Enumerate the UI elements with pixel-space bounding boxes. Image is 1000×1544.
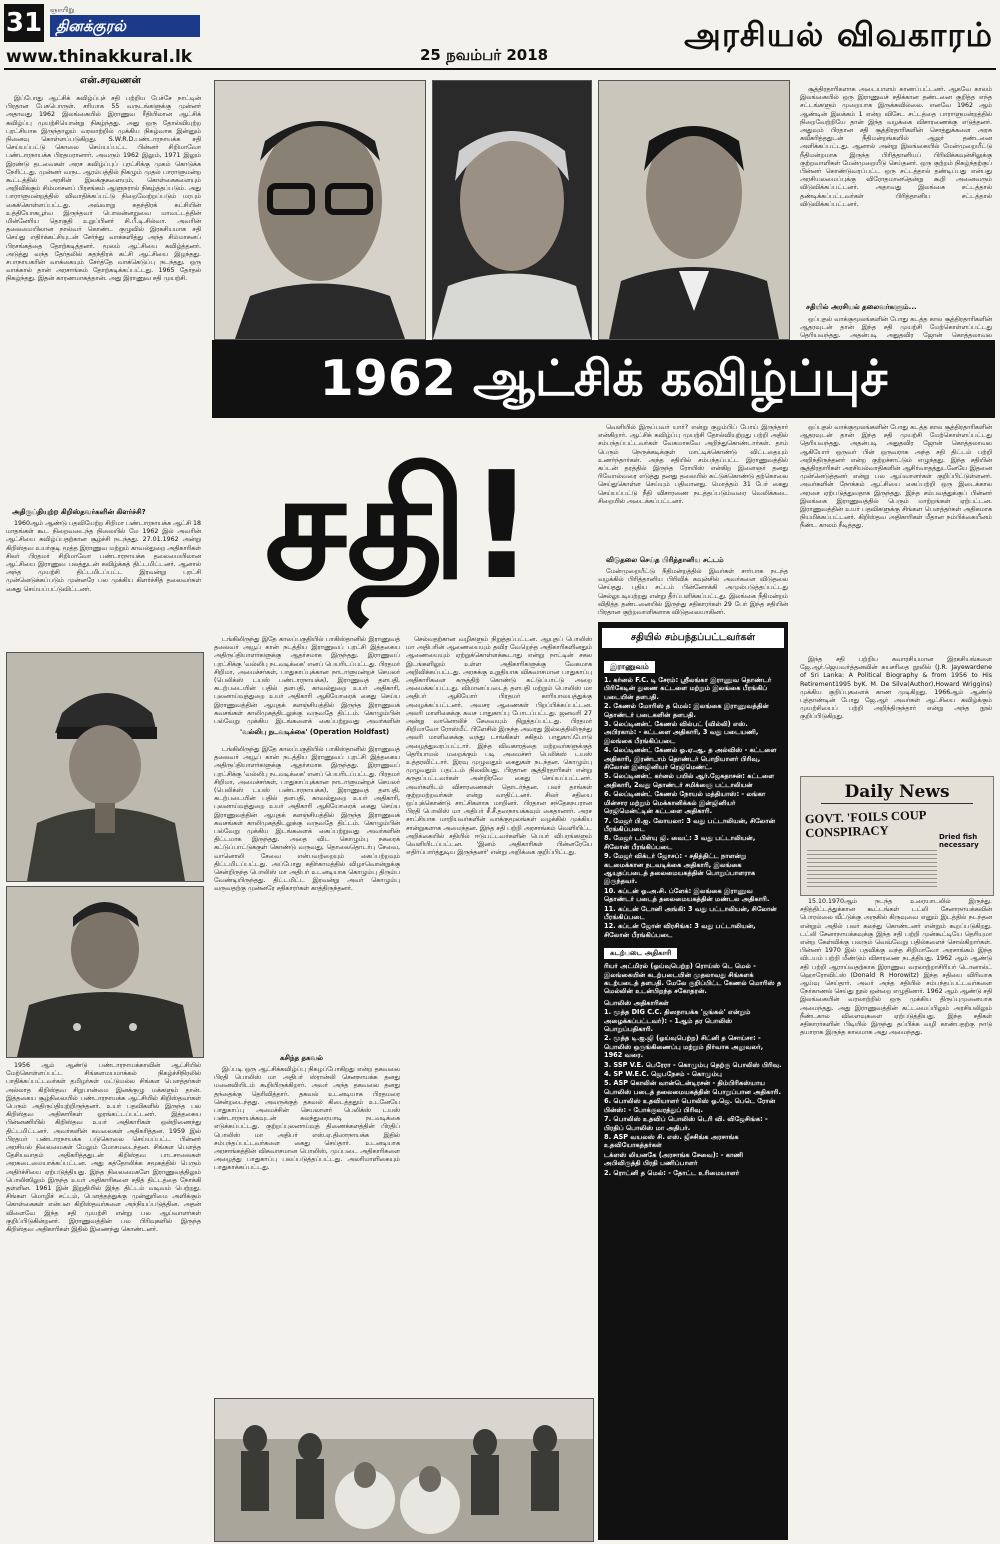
paper-tag: ஞாயிறு (50, 6, 75, 14)
headline-bar: 1962 ஆட்சிக் கவிழ்ப்புச் (212, 340, 995, 418)
subhead-political-leaders: சதியில் அரசியல் தலைவர்களும்... (806, 303, 917, 311)
box-title: சதியில் சம்பந்தப்பட்டவர்கள் (602, 628, 784, 648)
column4-top-text: சூத்திரதாரிகளாக அடையாளம் காணப்பட்டனர். ஆகவே காலம் இலங்கையில் ஒரு இராணுவச் சதிக்கான தண்டனை குறித்த எந்த சட்டங்களும் முறையாக இருக்கவில்லை. எனவே 1962 ஆம் ஆண்டின் இலக்கம் 1 என்ற விசேட சட்டத்தை பாராளுமன்றத்தில் நிறைவேற்றியே தான் இந்த வழக்கை விசாரணைக்கு எடுத்தனர். அதுவும் பிரதான சதி சூத்திரதாரிகளின் சொத்துக்களை அரசு கவீகரித்ததுடன் நீதிமன்றங்களில் ஆஜர் தண்டனை அளிக்கப்பட்டது. ஆனால் அன்று இலங்கையில் மேன்முறையீட்டு நீதிமன்றமாக இருந்த பிரித்தானியப் பிரிவிக்கவுன்சிலுக்கு குற்றவாளிகள் மேன்முறையீடு செய்தனர். ஒரு குற்றம் நிகழ்ந்தற்குப் பின்னர் கொண்டுவரப்பட்ட ஒரு சட்டத்தால் தண்டிப்பது என்பது அரசியலமைப்புக்கு விரோதமானதென்று கூறி அனைவரும் விடுவிக்கப்பட்டனர். அதாவது இலங்கை சட்டத்தால் தண்டிக்கப்பட்டவர்கள் பிரித்தானிய சட்டத்தால் விடுவிக்கப்பட்டனர். (800, 86, 992, 208)
army-officer-entry: 11. கப்டன் டோனி அங்கி: 3 வது பட்டாலியன், சிலோன் பீரங்கிப்படை (604, 904, 777, 921)
masthead-rule (4, 68, 996, 70)
army-officer-entry: 5. லெப்டினன்ட் கர்னல் பயில் ஆர்.ஜேசுதாசன்: கட்டளை அதிகாரி, 2வது தொண்டர் சமிக்ஞை பட்டாலியன் (604, 772, 775, 789)
column1-mid-text: 1960ஆம் ஆண்டு பதவியேற்ற சிறிமா பண்டாரநாயக்க ஆட்சி 18 மாதங்கள் கூட நிறைவடைந்த நிலையில் மே 1962 இல் அவரின் ஆட்சியை கவிழ்ப்பதற்கான சூழ்ச்சி நடந்தது. 27.01.1962 அன்று கிறிஸ்தவ உயர்குடி மூத்த இராணுவ மற்றும் காவல்துறை அதிகாரிகள் சிலர் பிரதமர் சிறிமாவோ பண்டாரநாயக்க தலைமையிலான ஆட்சியை இராணுவ பலத்துடன் கவிழ்க்கத் திட்டமிட்டனர். ஆனால் அந்த முயற்சி திட்டமிடப்பட்ட இரவன்று புரட்சி முன்னெடுக்கப்படும் முன்னரே பல முக்கிய கிளர்ச்சித் தலைவர்கள் கைது செய்யப்பட்டுவிட்டனர். (6, 520, 201, 593)
army-officer-entry: 2. கேணல் மோரிஸ் த மெல்: இலங்கை இராணுவத்தின் தொண்டர் படைகளின் தளபதி. (604, 702, 769, 719)
subhead-operation-holdfast: 'வல்லிபு நடவடிக்கை' (Operation Holdfast) (240, 728, 390, 736)
army-officer-entry: 9. மேஜர் விக்டர் ஜோசப்: - சதித்திட்ட நாளன்று கடமைக்கான நடவடிக்கை அதிகாரி, இலங்கை ஆயுதப்படைத் தலைமையகத்தின் பொறுப்பாளராக இருந்தவர். (604, 852, 756, 886)
army-officer-entry: 8. மேஜர் டபிள்யு ஜி. வைட்: 3 வது பட்டாலியன், சிலோன் பீரங்கிப்படை (604, 834, 756, 851)
box-navy-list (604, 962, 782, 996)
column2-text: டங்கிலிருந்து இதே காலப்பகுதியில் பாகிஸ்தானில் இராணுவத் தலைவர் அயூப் கான் நடத்திய இராணுவப் புரட்சி இத்தகைய அதிருப்தியாளர்களுக்கு ஆதர்சமாக இருந்தது. இராணுவப் புரட்சிக்கு 'வல்லிபு நடவடிக்கை' எனப் பெயரிடப்பட்டது. பிரதமர் சிறிமா, அமைச்சர்கள், பாதுகாப்புக்கான நாடாளுமன்றச் செயலர் (பெலிக்ஸ் டயஸ் பண்டாரநாயக்க), இராணுவத் தளபதி, கடற்படையின் பதில் தளபதி, காவல்துறை உயர் அதிகாரி, புலனாய்வுத்துறை உயர் அதிகாரி ஆகியோரைக் கைது செய்ய இராணுவத்தின் ஆயுதக் களஞ்சியத்தில் இருந்த இராணுவக் கவசங்கள் காலிமுகத்திடலுக்கு வருவதே திட்டம். கொழும்பின் பல்வேறு முக்கிய இடங்களைக் கைப்பற்றுவது அவர்களின் (214, 636, 400, 726)
subhead-christian-revolt: அதிருப்தியுற்ற கிறிஸ்தவர்களின் கிளர்ச்சி? (12, 508, 146, 516)
photo-officer-police (6, 886, 204, 1058)
column4-mid2-text: ஒப்புதல் வாக்குமூலங்களின் போது கடத்த கால சூத்திரதாரிகளின் ஆதரவுடன் தான் இந்த சதி முயற்சி மேற்கொள்ளப்பட்டது தெரியவந்தது. அதன்படி அதுதவிர ஜோன் கொத்தலாவல ஆகியோர் ஒருவர் பின் ஒருவராக அந்த சதி திட்டம் பற்றி அறிந்திருந்தனர் என்ற குற்றச்சாட்டும் எழுந்தது. இந்த சதியின் சூத்திரதாரிகள் அரசியல்வாதிகளின் ஆசிர்வாதத்துடனேயே இதனை முன்னெடுத்தனர் என்று பல ஆய்வாளர்கள் குறிப்பிட்டுள்ளனர். அவர்களின் நோக்கம் ஆட்சியை கைப்பற்றி ஒரு இடைக்கால அரசை ஏற்படுத்துவதாக இருந்தது. இந்த சம்பவத்துக்குப் பின்னர் இலங்கை இராணுவத்தில் பெரும் மாற்றங்கள் ஏற்பட்டன. இராணுவத்தின் உயர் பதவிகளுக்கு சிங்கள பௌத்தர்கள் அதிகமாக நியமிக்கப்பட்டனர். கிறிஸ்தவ அதிகாரிகள் மீதான நம்பிக்கையீனம் நீண்ட காலம் நீடித்தது. (800, 424, 992, 530)
police-officer-entry: 7. பொலிஸ் உதவிப் பொலிஸ் டெரி வி. விஜேசிங்க: - பிரதிப் பொலிஸ் மா அதிபர். (604, 1115, 768, 1132)
army-officer-entry: 7. மேஜர் பி.ஐ. லோயலா: 3 வது பட்டாலியன், சிலோன் பீரங்கிப்படை (604, 816, 776, 833)
police-officer-entry: 3. SSP V.E. பெரேரா - கொழும்பு தெற்கு பொலிஸ் பிரிவு. (604, 1060, 782, 1069)
box-navy-header: கடற்படை அதிகாரி (604, 948, 677, 959)
clip-masthead: Daily News (821, 781, 973, 804)
column3b-law-text: மேன்முறையீட்டு நீதிமன்றத்தில் இவர்கள் சார்பாக நடந்த வழக்கில் பிரித்தானிய பிரிவிக் கவுன்சில் அவர்களை விடுதலை செய்தது. புதிய சட்டம் பின்னோக்கி அமுல்படுத்தப்பட்டது செல்லுபடியற்றது என்று தீர்ப்பளிக்கப்பட்டது. இலங்கை நீதிமன்றம் விதித்த தண்டனையில் இருந்து சதிகாரர்கள் 29 பேர் இந்த சதியின் பிரதான குற்றவாளிகளாக விடுதலையாகினர். (598, 568, 788, 616)
army-officer-entry: 10. கப்டன் ஓ.அ.சி. ப்ளேக்: இலங்கை இராணுவ தொண்டர் படைத் தலைமையகத்தின் மண்டல அதிகாரி. (604, 886, 770, 904)
box-civil-2: 2. ரொட்னி த மெல்: - தோட்ட உரிமையாளர் (604, 1168, 740, 1177)
army-officer-entry: 3. லெப்டினன்ட் கேணல் வில்பட் (வில்லி) எஸ். அபிரகாம்: - கட்டளை அதிகாரி, 3 வது படையணி, இலங்கை பீரங்கிப்படை (604, 720, 759, 745)
page-number: 31 (4, 4, 44, 42)
byline: என்.சரவணன் (80, 75, 141, 86)
army-officer-entry: 1. கர்னல் F.C. டி சேரம்: ஸ்ரீலங்கா இராணுவ தொண்டர் பிரிகேடின் துணை கட்டளை மற்றும் இலங்கை பீரங்கிப் படையின் தளபதி. (604, 676, 772, 701)
box-police-list (604, 1008, 782, 1150)
photo-sirimavo (432, 80, 592, 340)
intro-text: இப்போது ஆட்சிக் கவிழ்ப்புச் சதி பற்றிய பேச்சே நாட்டின் பிரதான பேசுபொருள். சரியாக 55 வருடங்களுக்கு முன்னர் அதாவது 1962 இலங்கையில் இராணுவ ரீதியிலான ஆட்சிக் கவிழ்ப்பு முயற்சியொன்று நிகழ்ந்தது. அது ஒரு தோல்வியுற்ற புரட்சியாக இருந்தாலும் வரலாற்றில் முக்கிய நிகழ்வாக இன்னும் நினைவு கொள்ளப்படுகிறது. S.W.R.D.பண்டாரநாயக்க சதி செய்யப்பட்டு கொலை செய்யப்பட்ட பின்னர் சிறிமாவோ பண்டாரநாயக்க பிரதமரானார். அவரும் 1962 இலும், 1971 இலும் இரண்டு தடவைகள் அரச கவிழ்ப்புப் புரட்சிக்கு முகம் கொடுக்க நேரிட்டது. முன்னர் வருட ஆரம்பத்தில் நிகழும் முதல் பாராளுமன்ற கூட்டத்தில் அரசின் இலக்குகளையும், கொள்கைகளையும் அறிவிக்கும் சிம்மாசனப் பிரசங்கம் ஆளுநரால் நிகழ்த்தப்படும். அது பாராளுமன்றத்தில் விவாதிக்கப்பட்டு நிறைவேற்றப்படும் மரபும் கைக்கொள்ளப்பட்டது. அவ்வாறு சுதந்திரக் கட்சியின் உத்தியோகபூர்வ இருந்தவர் பொலன்னறுவை மாவட்டத்தின் மின்னேரிய தொகுதி உறுப்பினர் சி.பீ.டி.சில்வா. அவரின் தலைமையிலான நால்வர் கொண்ட குழுவில் இரகசியமாக சதி செய்து எதிர்க்கட்சியுடன் சேர்ந்து வாக்களித்து அந்த சிம்மாசனப் பிரசங்கத்தை தோற்கடித்தனர். மூலம் ஆட்சியை கவிழ்த்தனர். அடுத்து வந்த தேர்தலில் சுதந்திரக் கட்சி ஆட்சியை இழந்தது. சபாநாயகரின் வாக்கையும் சேர்த்தே வாக்கெடுப்பு நடந்தது. ஒரு வாக்கால் தான் அரசாங்கம் தோற்கடிக்கப்பட்டது. 1965 தேர்தல் நிகழ்ந்தது. இதன் காரணமாகத்தான். அது இராணுவ சதி முயற்சி. (6, 95, 201, 283)
navy-officer-entry: ரியர் அட்மிரல் (ஓய்வுபெற்ற) ரொய்ஸ் டெ மெல் - இலங்கையின் கடற்படையின் முதலாவது சிங்களக் கடற்படைத் தளபதி. மேலே குறிப்பிட்ட கேணல் மொரிஸ் த மெல்லின் உடன்பிறந்த சகோதரன். (604, 962, 782, 996)
photo-group-women (214, 1398, 594, 1542)
police-officer-entry: 5. ASP கொலின் வான்டென்டிரசன் - திம்பிரிகஸ்யாய பொலிஸ் படைத் தலைமையகத்தின் பொறுப்பான அதிகாரி. (604, 1079, 781, 1096)
box-civil-1: டக்ளஸ் லியனகே (அரசாங்க சேவை): - காணி அபிவிருத்தி பிரதி பணிப்பாளர் (604, 1150, 744, 1168)
photo-politician-glasses (214, 80, 426, 340)
police-officer-entry: 4. SP W.E.C. ஜெபநேசம் - கொழும்பு (604, 1070, 722, 1079)
photo-officer-army (6, 652, 204, 882)
column2-leak-text: இப்படி ஒரு ஆட்சிக்கவிழ்ப்பு நிகழப்போகிறது என்ற தகவலை பிரதி பொலிஸ் மா அதிபர் ஸ்ரான்லி செனநாயக்க தனது மனைவியிடம் கூறியிருக்கிறார். அவர் அந்த தகவலை தனது தந்தைக்கு தெரிவித்தார். தகவல் உடனடியாக பிரதமரை சென்றடைந்தது. அவருக்குத் தகவல் கிடைத்ததும் உடனேயே பாதுகாப்பு அமைச்சின் செயலாளர் பெலிக்ஸ் டயஸ் பண்டாரநாயக்கவுடன் கலந்துரையாடி நடவடிக்கை எடுக்கப்பட்டது. குற்றப்புலனாய்வுத் திணைக்களத்தின் பிரதிப் பொலிஸ் மா அதிபர் எஸ்.ஏ.திஸாநாயக்க இதில் சம்பந்தப்பட்டவர்களை கைது செய்தார். உடனடியாக அரசாங்கத்தின் விசுவாசமான பொலிஸ், முப்படை அதிகாரிகளை அழைத்து பாதுகாப்பு பலப்படுத்தப்பட்டது. அலரிமாளிகையும் பாதுகாக்கப்பட்டது. (214, 1066, 400, 1172)
box-army-list (604, 676, 782, 939)
photo-young-man (598, 80, 790, 340)
army-officer-entry: 4. லெப்டினன்ட் கேணல் ஓ.ஏ.ஆ. த அல்விஸ் - கட்டளை அதிகாரி, இரண்டாம் தொண்டர் பொறியாளர் பிரிவு, சிலோன் இன்ஜினியர் ரெஜிமெண்ட். (604, 746, 777, 772)
police-officer-entry: 6. பொலிஸ் உதவியாளர் பொலிஸ் ஓ.ஜெ. பெடெ ரோன் பின்ஸ்: - போக்குவரத்துப் பிரிவு. (604, 1097, 776, 1114)
column4-book-text: இந்த சதி பற்றிய சுவாரசியமான இரகசியங்களை ஜே.ஆர்.ஜெயவர்த்தனவின் சுயசரிதை நூலில் (J.R. Jayewardene of Sri Lanka: A Political Biography & from 1956 to His Retirement1995 byK. M. De Silva(Author),Howard Wriggins) முக்கிய குறிப்புகளைக் காண முடிகிறது. 1966ஆம் ஆண்டு புத்தாண்டின் போது ஜே.ஆர் அவர்கள் ஆட்சியை கவிழ்க்கும் முயற்சியைப் பற்றி அறிந்திருந்தார் என்று அந்த நூல் குறிப்பிடுகிறது. (800, 656, 992, 721)
army-officer-entry: 12. கப்டன் ஜோன் விரசிங்க: 3 வது பட்டாலியன், சிலோன் பீரங்கிப்படை (604, 922, 756, 939)
box-army-header: இராணுவம் (604, 661, 655, 673)
newspaper-clipping (800, 776, 994, 896)
column1-bottom-text: 1956 ஆம் ஆண்டு பண்டாரநாயக்காவின் ஆட்சியில் மேற்கொள்ளப்பட்ட சிங்களமயமாக்கல் நிகழ்ச்சிநிரலில் பாதிக்கப்பட்டவர்கள் தமிழர்கள் மட்டுமல்ல சிங்கள பௌத்தர்கள் அல்லாத கிறிஸ்தவ சிறுபான்மை இனக்குழு மக்களும் தான். இத்தகைய சூழ்நிலையில் பண்டாரநாயக்க ஆட்சியில் கிறிஸ்தவர்கள் பெரும் அதிருப்தியுற்றிருந்தனர். உயர் பதவிகளில் இருந்த பல கிறிஸ்தவ அதிகாரிகள் ஓரங்கட்டப்பட்டனர். இத்தகைய பின்னணியில் கிறிஸ்தவ உயர் அதிகாரிகள் ஒன்றிணைந்து திட்டமிட்டனர். அவர்களின் கவலைகள் அதிகரித்தன. 1959 இல் பிரதமர் பண்டாரநாயக்க படுகொலை செய்யப்பட்ட பின்னர் அரசியல் நிலைமைகள் மேலும் மோசமடைந்தன. சிங்கள பௌத்த தேசியவாதம் அதிகரித்ததுடன் கிறிஸ்தவ பாடசாலைகள் அரசுடைமையாக்கப்பட்டன. அது கத்தோலிக்க சமூகத்தில் பெரும் அதிர்ச்சியை ஏற்படுத்தியது. இந்த நிலைமைகளே இராணுவத்திலும் பொலிஸிலும் இருந்த உயர் அதிகாரிகளை சதித் திட்டத்தை நோக்கி தள்ளின. 1961 இன் இறுதியில் இந்த திட்டம் வடிவம் பெற்றது. சிங்கள மொழிச் சட்டம், பௌத்தத்துக்கு முன்னுரிமை அளிக்கும் கொள்கைகள் என்பன கிறிஸ்தவர்களை அந்நியப்படுத்தின. அதன் விளைவே இந்த சதி முயற்சி என்று பல ஆய்வாளர்கள் குறிப்பிடுகின்றனர். இராணுவத்தின் பல பிரிவுகளில் இருந்த கிறிஸ்தவ அதிகாரிகள் இதில் இணைந்து கொண்டனர். (6, 1062, 201, 1234)
police-officer-entry: 8. ASP வயலஸ் சி. எஸ். ஜீசசிங்க அரசாங்க உதவியோகத்தர்கள் (604, 1132, 739, 1150)
subhead-leaked-info: கசிந்த தகவல் (280, 1054, 323, 1062)
police-officer-entry: 1. மூத்த DIG C.C. திஸநாயக்க 'ஜங்கல்' என்றும் அழைக்கப்பட்டவர்): - 1ஆம் தர பொலிஸ் பொறுப்பதிகாரி. (604, 1008, 751, 1034)
issue-date: 25 நவம்பர் 2018 (420, 46, 549, 64)
website-url[interactable]: www.thinakkural.lk (6, 47, 193, 67)
section-title: அரசியல் விவகாரம் (684, 15, 993, 54)
column3-text: செல்வதற்கான வழிகளும் நிறுத்தப்பட்டன. ஆயுதப் பொலிஸ் மா அதிபரின் ஆணையையும் தவிர வேறெந்த அதிகாரிகளினதும் ஆணையையும் ஏற்றுக்கொள்ளக்கூடாது என்று நாட்டின் சகல இடங்களிலும் உள்ள அதிகாரிகளுக்கு வேகமாக அறிவிக்கப்பட்டது. அரசுக்கு உறுதியாக விசுவாசமான பாதுகாப்பு அதிகாரிகளை கருத்திற் கொண்டு கட்டுப்பாட்டு அறை அமைக்கப்பட்டது. விமானப்படைத் தளபதி மற்றும் பொலிஸ் மா அதிபர் ஆகியோர் பிரதமர் காரியாலயத்துக்கு அழைக்கப்பட்டனர். அவசர ஆணைகள் பிறப்பிக்கப்பட்டன. அலரி மாளிகைக்கு கவச பாதுகாப்பு போடப்பட்டது. ஜனவரி 27 அன்று வானொலிச் சேவையும் நிறுத்தப்பட்டது. பிரதமர் சிறிமாவோ ரோஸ்மீட் பிளேசில் இருந்த அவரது இல்லத்திலிருந்து அலரி மாளிகைக்கு வந்து டாங்கிகள் சகிதம் பாதுகாப்போடு அழைத்துவரப்பட்டார். இந்த விவகாரத்தை மற்றவர்களுக்குத் தெரியாமல் மறைக்கும் படி அமைச்சர் பெலிக்ஸ் டயஸ் உத்தரவிட்டார். இரவு முழுவதும் கைதுகள் நடந்தன. கொழும்பு முழுவதும் பதட்டம் நிலவியது. பிரதான சூத்திரதாரிகள் என்று கருதப்பட்டவர்கள் அன்றிரவே கைது செய்யப்பட்டனர். அவர்களிடம் விசாரணைகள் தொடர்ந்தன. பலர் தாங்கள் குற்றமற்றவர்கள் என்று வாதிட்டனர். சிலர் சதியை ஒப்புக்கொண்டு சாட்சிகளாக மாறினர். பிரதான சந்தேகநபரான பிரதி பொலிஸ் மா அதிபர் சீ.சீ.தஸநாயக்கவும் கைதானார். அரச சாட்சியாக மாறியவர்களின் வாக்குமூலங்கள் வழக்கில் முக்கிய சான்றுகளாக அமைந்தன. இந்த சதி பற்றி அரசாங்கம் வெளியிட்ட அறிக்கையில் சதியில் ஈடுபட்டவர்களின் பெயர் விபரங்களும் வெளியிடப்பட்டன. 'இனம் அதிகாரிகள் பின்னரேயே எதிர்ப்பார்த்துடிய இருந்தனர்' என்று அறிக்கை குறிப்பிட்டது. (406, 636, 592, 857)
column3b-text: வெளியில் இருப்பவர் யார்? என்று குழம்பிப் போய் இருந்தார் என்கிறார். ஆட்சிக் கவிழ்ப்பு முயற்சி தோல்வியுற்றது பற்றி அதில் சம்பந்தப்பட்டவர்கள் வேகமாகவே அறிந்துகொண்டார்கள். தாம் பெரும் நெருக்கடிக்குள் மாட்டிக்கொண்டு விட்டதையும் உணர்ந்தார்கள். அந்த சதியில் சம்பந்தப்பட்ட இராணுவத்தில் கப்டன் தரத்தில் இருந்த ரோயிஸ் என்கிற இளைஞர் தனது ரிவோல்வரை எடுத்து தனது தலையில் சுட்டுக்கொண்டு தற்கொலை செய்துகொள்ள செய்யும் பதிவானது. மொத்தம் 31 பேர் கைது செய்யப்பட்டு நீதி விசாரணை நடத்தப்படும்வரை வெலிக்கடை சிறையில் அடைக்கப்பட்டனர். (598, 424, 788, 505)
paper-logo: தினக்குரல் (50, 15, 200, 37)
headline-sathi: சதி! (264, 440, 536, 612)
column2-operation-text: டங்கிலிருந்து இதே காலப்பகுதியில் பாகிஸ்தானில் இராணுவத் தலைவர் அயூப் கான் நடத்திய இராணுவப் புரட்சி இத்தகைய அதிருப்தியாளர்களுக்கு ஆதர்சமாக இருந்தது. இராணுவப் புரட்சிக்கு 'வல்லிபு நடவடிக்கை' எனப் பெயரிடப்பட்டது. பிரதமர் சிறிமா, அமைச்சர்கள், பாதுகாப்புக்கான நாடாளுமன்றச் செயலர் (பெலிக்ஸ் டயஸ் பண்டாரநாயக்க), இராணுவத் தளபதி, கடற்படையின் பதில் தளபதி, காவல்துறை உயர் அதிகாரி, புலனாய்வுத்துறை உயர் அதிகாரி ஆகியோரைக் கைது செய்ய இராணுவத்தின் ஆயுதக் களஞ்சியத்தில் இருந்த இராணுவக் கவசங்கள் காலிமுகத்திடலுக்கு வருவதே திட்டம். கொழும்பின் பல்வேறு முக்கிய இடங்களைக் கைப்பற்றுவது அவர்களின் திட்டமாக இருந்தது. அதை விட கொழும்பு நகரைக் கட்டுப்பாட்டுக்குள் கொண்டு வருவது, தொலைதொடர்பு சேவை, வானொலி சேவை என்பவற்றையும் கைப்பற்றவும் திட்டமிடப்பட்டது. அப்போது கதிர்காமத்தில் விழாவொன்றுக்கு சென்றிருந்த பொலிஸ் மா அதிபர் உடனடியாக கொழும்பு திரும்ப வேண்டியிருந்தது. திட்டமிட்ட இரவன்று அவர் கொழும்பு வருவதற்கு முன்னரே சதிகாரர்கள் காத்திருந்தனர். (214, 746, 400, 893)
involved-box (598, 622, 788, 1540)
column4-bottom-text: 15.10.1970ஆம் நடந்த உரையாடலில் இருந்து. சதித்திட்டத்துக்கான கூட்டங்கள் டட்லி சேனாநாயக்கவின் பொரல்லை வீட்டுக்கு அருகில் கிருவுவை எனும் இடத்தில் நடந்தன என்றும் அதில் பலர் கலந்து கொண்டனர் என்றும் கூறப்படுகிறது. டட்லி சேனாநாயக்கவுக்கு இந்த சதி பற்றி முன்கூட்டியே தெரியுமா என்ற கேள்விக்கு பலரும் வெவ்வேறு பதில்களைச் சொல்கிறார்கள். பின்னர் 1970 இல் பதவிக்கு வந்த சிறிமாவோ அரசாங்கம் இந்த விடயம் பற்றி மீண்டும் விசாரணை நடத்தியது. 1962 ஆம் ஆண்டு சதி பற்றி ஆராய்வதற்காக இராணுவ வரலாற்றாசிரியர் டொனால்ட் ஹொரோவிட்ஸ் (Donald R Horowitz) இந்த சதியை விரிவாக ஆய்வு செய்தார். அவர் அந்த சதியில் சம்பந்தப்பட்டவர்களை நேர்காணல் செய்து நூல் ஒன்றை எழுதினார். 1962 ஆம் ஆண்டு சதி இலங்கையின் வரலாற்றில் ஒரு முக்கிய திருப்புமுனையாக அமைந்தது. அது இராணுவத்தின் கட்டமைப்பிலும் அரசியலிலும் நீண்டகால விளைவுகளை ஏற்படுத்தியது. இந்த சதிகள் சதிகாரர்களின் பிடியில் இருந்து தப்பிக்க வழி காண்பதற்கு நாடு தயாராக இருந்த காலமாக அது அமைந்தது. (800, 898, 992, 1037)
clip-headline: GOVT. 'FOILS COUP CONSPIRACY (804, 807, 926, 841)
army-officer-entry: 6. லெப்டினன்ட் கேணல் நோயல் மத்தியாஸ்: - லங்கா மின்சார மற்றும் மெக்கானிக்கல் இன்ஜினியர் ரெஜிமென்ட்டின் கட்டளை அதிகாரி. (604, 790, 766, 816)
subhead-british-law: விடுதலை செய்த பிரித்தானிய சட்டம் (606, 556, 724, 564)
clip-side-text: Dried fish necessary (939, 833, 979, 849)
police-officer-entry: 2. மூத்த டி.ஐ.ஜி (ஓய்வுபெற்ற) சிட்னி த சொய்சா: - பொலிஸ் ஒருங்கிணைப்பு மற்றும் நிர்வாக அலுவலர், 1962 வரை. (604, 1034, 764, 1060)
column4-mid-text: ஒப்புதல் வாக்குமூலங்களின் போது கடத்த கால சூத்திரதாரிகளின் ஆதரவுடன் தான் இந்த சதி முயற்சி மேற்கொள்ளப்பட்டது தெரியவந்தது. அதன்படி அதுதவிர ஜோன் கொத்தலாவல (800, 316, 992, 340)
box-police-header: பொலிஸ் அதிகாரிகள் (604, 998, 669, 1007)
clip-body-lines (807, 847, 937, 887)
